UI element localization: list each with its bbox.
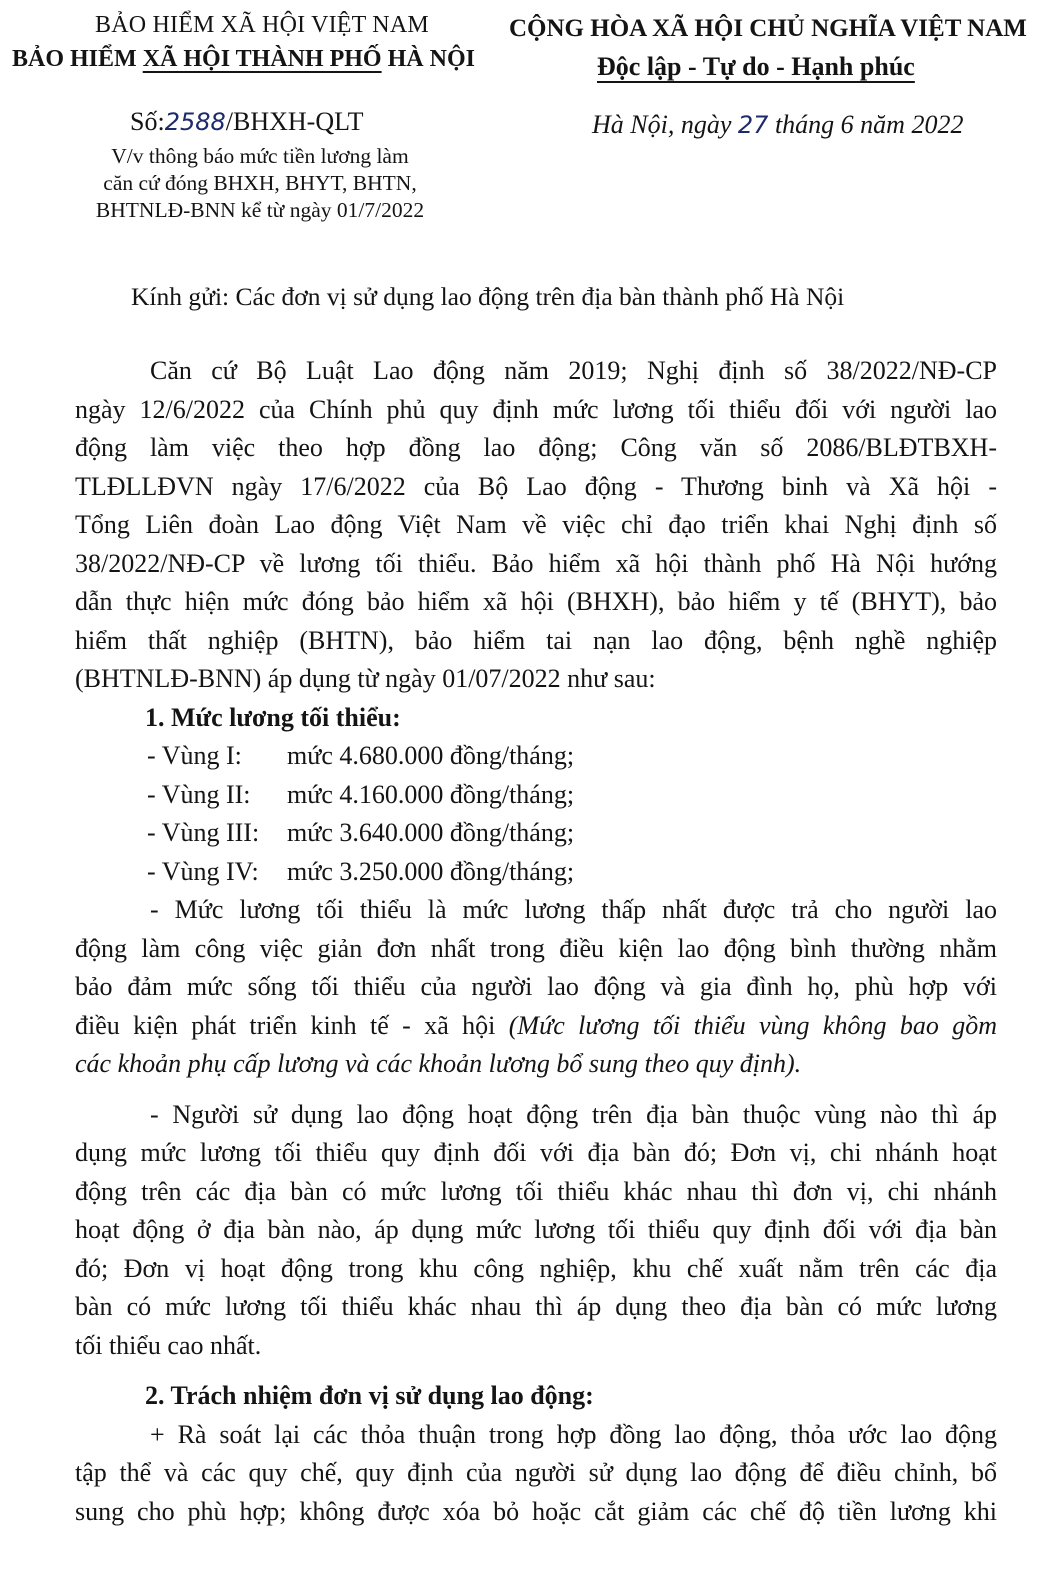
body-line: tập thể và các quy chế, quy định của người sử dụng lao động để điều chỉnh, bổ xyxy=(75,1458,997,1487)
body-line: hoạt động ở địa bàn nào, áp dụng mức lương tối thiểu quy định đối với địa bàn xyxy=(75,1215,997,1244)
issuing-agency-part-c: HÀ NỘI xyxy=(381,46,475,72)
subject-line: V/v thông báo mức tiền lương làm xyxy=(111,144,409,168)
date-prefix: Hà Nội, ngày xyxy=(592,110,738,139)
body-line: đó; Đơn vị hoạt động trong khu công nghiệp, khu chế xuất nằm trên các địa xyxy=(75,1253,997,1283)
body-line: tối thiểu cao nhất. xyxy=(75,1330,262,1360)
body-line: - Người sử dụng lao động hoạt động trên địa bàn thuộc vùng nào thì áp xyxy=(150,1099,997,1129)
body-line: (BHTNLĐ-BNN) áp dụng từ ngày 01/07/2022 như sau: xyxy=(75,664,656,693)
subject-block xyxy=(60,143,460,224)
body-line xyxy=(75,1007,997,1046)
doc-no-suffix: /BHXH-QLT xyxy=(225,107,364,136)
body-line: bảo đảm mức sống tối thiểu của người lao động và gia đình họ, phù hợp với xyxy=(75,972,997,1001)
body-line: Tổng Liên đoàn Lao động Việt Nam về việc chỉ đạo triển khai Nghị định số xyxy=(75,510,997,539)
issuing-agency-parent: BẢO HIỂM XÃ HỘI VIỆT NAM xyxy=(95,12,429,38)
body-line: động trên các địa bàn có mức lương tối thiểu khác nhau thì đơn vị, chi nhánh xyxy=(75,1176,997,1206)
wage-region-value: mức 4.680.000 đồng/tháng; xyxy=(287,741,575,770)
wage-region-label: - Vùng III: xyxy=(147,818,260,847)
subject-line: BHTNLĐ-BNN kể từ ngày 01/7/2022 xyxy=(95,198,425,222)
section-1-heading: 1. Mức lương tối thiểu: xyxy=(145,702,401,732)
date-suffix: tháng 6 năm 2022 xyxy=(768,110,964,139)
body-line: động làm công việc giản đơn nhất trong điều kiện lao động bình thường nhằm xyxy=(75,933,997,963)
body-line: + Rà soát lại các thỏa thuận trong hợp đồng lao động, thỏa ước lao động xyxy=(150,1419,997,1449)
doc-no-handwritten: 2588 xyxy=(164,108,226,136)
body-line: sung cho phù hợp; không được xóa bỏ hoặc cắt giảm các chế độ tiền lương khi xyxy=(75,1496,997,1526)
body-text: điều kiện phát triển kinh tế - xã hội xyxy=(75,1010,509,1040)
date-line xyxy=(592,110,963,140)
national-title: CỘNG HÒA XÃ HỘI CHỦ NGHĨA VIỆT NAM xyxy=(509,15,1027,42)
section-2-heading: 2. Trách nhiệm đơn vị sử dụng lao động: xyxy=(145,1381,594,1410)
body-italic-text: (Mức lương tối thiểu vùng không bao gồm xyxy=(508,1010,997,1040)
recipient-line: Kính gửi: Các đơn vị sử dụng lao động trên địa bàn thành phố Hà Nội xyxy=(131,282,845,311)
body-line: TLĐLLĐVN ngày 17/6/2022 của Bộ Lao động - Thương binh và Xã hội - xyxy=(75,471,997,501)
date-day-handwritten: 27 xyxy=(737,111,769,139)
doc-no-prefix: Số: xyxy=(130,107,165,136)
body-line: dụng mức lương tối thiểu quy định đối với địa bàn đó; Đơn vị, chi nhánh hoạt xyxy=(75,1138,997,1167)
document-body xyxy=(75,352,997,1531)
issuing-agency xyxy=(12,46,475,73)
wage-region-label: - Vùng I: xyxy=(147,741,242,770)
wage-region-item xyxy=(75,814,997,853)
body-italic-text: các khoản phụ cấp lương và các khoản lương bổ sung theo quy định). xyxy=(75,1049,802,1078)
wage-region-value: mức 3.250.000 đồng/tháng; xyxy=(287,856,575,886)
paragraph-gap xyxy=(75,1084,997,1096)
subject-line: căn cứ đóng BHXH, BHYT, BHTN, xyxy=(103,171,417,195)
body-line: dẫn thực hiện mức đóng bảo hiểm xã hội (BHXH), bảo hiểm y tế (BHYT), bảo xyxy=(75,587,997,616)
wage-region-item xyxy=(75,853,997,892)
wage-region-item xyxy=(75,776,997,815)
body-line: bàn có mức lương tối thiểu khác nhau thì áp dụng theo địa bàn có mức lương xyxy=(75,1292,997,1321)
body-line: Căn cứ Bộ Luật Lao động năm 2019; Nghị định số 38/2022/NĐ-CP xyxy=(150,356,997,385)
body-line: 38/2022/NĐ-CP về lương tối thiểu. Bảo hiểm xã hội thành phố Hà Nội hướng xyxy=(75,548,997,578)
national-motto: Độc lập - Tự do - Hạnh phúc xyxy=(597,52,915,81)
paragraph-gap xyxy=(75,1365,997,1377)
wage-region-value: mức 3.640.000 đồng/tháng; xyxy=(287,818,575,847)
document-number xyxy=(130,107,363,137)
issuing-agency-part-b: XÃ HỘI THÀNH PHỐ xyxy=(142,46,382,72)
wage-region-label: - Vùng II: xyxy=(147,779,251,809)
body-line: - Mức lương tối thiểu là mức lương thấp nhất được trả cho người lao xyxy=(150,895,997,924)
wage-region-value: mức 4.160.000 đồng/tháng; xyxy=(287,779,575,809)
body-line: động làm việc theo hợp đồng lao động; Công văn số 2086/BLĐTBXH- xyxy=(75,433,997,462)
body-line xyxy=(75,1045,997,1084)
body-line: ngày 12/6/2022 của Chính phủ quy định mức lương tối thiểu đối với người lao xyxy=(75,394,997,424)
issuing-agency-part-a: BẢO HIỂM xyxy=(12,46,143,72)
wage-region-item xyxy=(75,737,997,776)
body-line: hiểm thất nghiệp (BHTN), bảo hiểm tai nạn lao động, bệnh nghề nghiệp xyxy=(75,625,997,655)
wage-region-label: - Vùng IV: xyxy=(147,856,259,886)
